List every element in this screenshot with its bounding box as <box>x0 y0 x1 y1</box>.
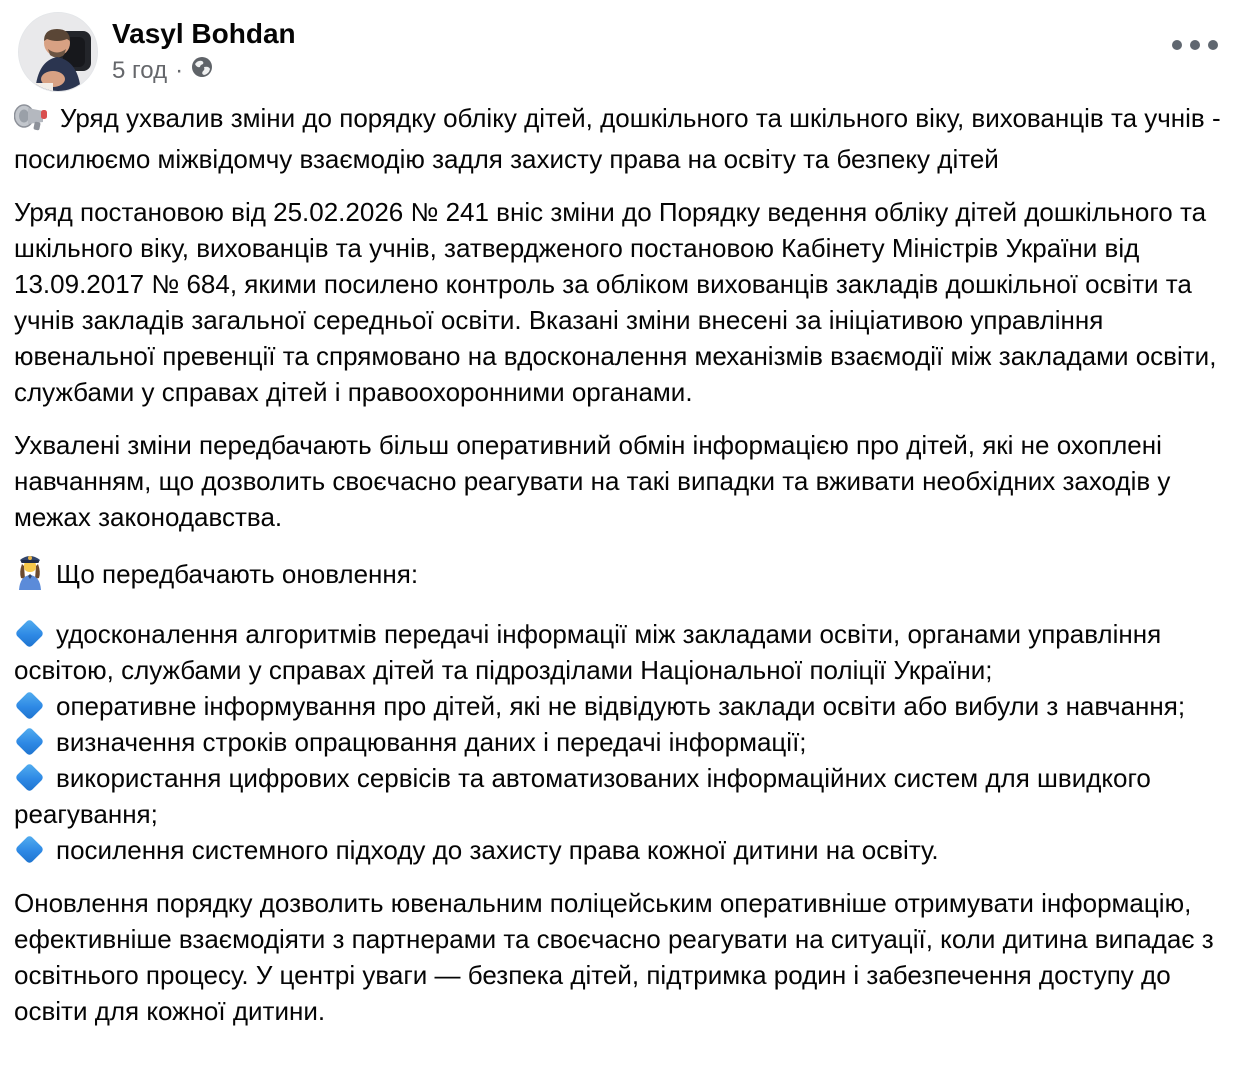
avatar-photo <box>19 13 98 92</box>
closing-paragraph: Оновлення порядку дозволить ювенальним поліцейським оперативніше отримувати інформацію, ефективніше взаємодіяти з партнерами та своєчасно реагувати на ситуації, коли дитина випадає з освітнього процесу. У центрі уваги — безпека дітей, підтримка родин і забезпечення доступу до освіти для кожної дитини. <box>14 888 1214 1026</box>
list-item <box>14 724 1232 760</box>
list-item <box>14 832 1232 868</box>
bullet-text: удосконалення алгоритмів передачі інформації між закладами освіти, органами управління освітою, службами у справах дітей та підрозділами Національної поліції України; <box>14 619 1162 685</box>
updates-heading <box>14 552 1232 599</box>
bullet-list <box>14 616 1232 868</box>
bullet-text: використання цифрових сервісів та автоматизованих інформаційних систем для швидкого реагування; <box>14 763 1151 829</box>
ellipsis-icon <box>1172 40 1182 50</box>
blue-diamond-icon <box>15 727 45 757</box>
intro-paragraph <box>14 100 1232 177</box>
post-body <box>0 96 1248 1029</box>
blue-diamond-icon <box>15 763 45 793</box>
body-paragraph-3: Ухвалені зміни передбачають більш оперативний обмін інформацією про дітей, які не охоплені навчанням, що дозволить своєчасно реагувати на такі випадки та вживати необхідних заходів у межах законодавства. <box>14 430 1171 532</box>
timestamp[interactable]: 5 год <box>112 56 168 84</box>
blue-diamond-icon <box>15 619 45 649</box>
megaphone-icon <box>14 102 50 141</box>
post-menu-button[interactable] <box>1166 34 1224 56</box>
body-paragraph-2: Уряд постановою від 25.02.2026 № 241 вніс зміни до Порядку ведення обліку дітей дошкільного та шкільного віку, вихованців та учнів, затвердженого постановою Кабінету Міністрів України від 13.09.2017 № 684, якими посилено контроль за обліком вихованців закладів дошкільної освіти та учнів закладів загальної середньої освіти. Вказані зміни внесені за ініціативою управління ювенальної превенції та спрямовано на вдосконалення механізмів взаємодії між закладами освіти, службами у справах дітей і правоохоронними органами. <box>14 197 1217 407</box>
list-item <box>14 688 1232 724</box>
post-meta-row[interactable] <box>112 56 296 85</box>
avatar[interactable] <box>18 12 98 92</box>
bullet-text: оперативне інформування про дітей, які не відвідують заклади освіти або вибули з навчання; <box>56 691 1186 721</box>
blue-diamond-icon <box>15 691 45 721</box>
list-item <box>14 760 1232 832</box>
intro-text: Уряд ухвалив зміни до порядку обліку дітей, дошкільного та шкільного віку, вихованців та учнів - посилюємо міжвідомчу взаємодію задля захисту права на освіту та безпеку дітей <box>14 103 1221 174</box>
blue-diamond-icon <box>15 835 45 865</box>
updates-heading-text: Що передбачають оновлення: <box>56 559 419 589</box>
meta-separator: · <box>175 56 184 84</box>
post-header <box>0 0 1248 96</box>
bullet-text: визначення строків опрацювання даних і передачі інформації; <box>56 727 807 757</box>
author-name[interactable]: Vasyl Bohdan <box>112 18 296 49</box>
bullet-text: посилення системного підходу до захисту права кожної дитини на освіту. <box>56 835 939 865</box>
police-officer-icon <box>14 552 46 599</box>
header-meta <box>112 12 296 85</box>
list-item <box>14 616 1232 688</box>
globe-icon <box>191 56 213 85</box>
